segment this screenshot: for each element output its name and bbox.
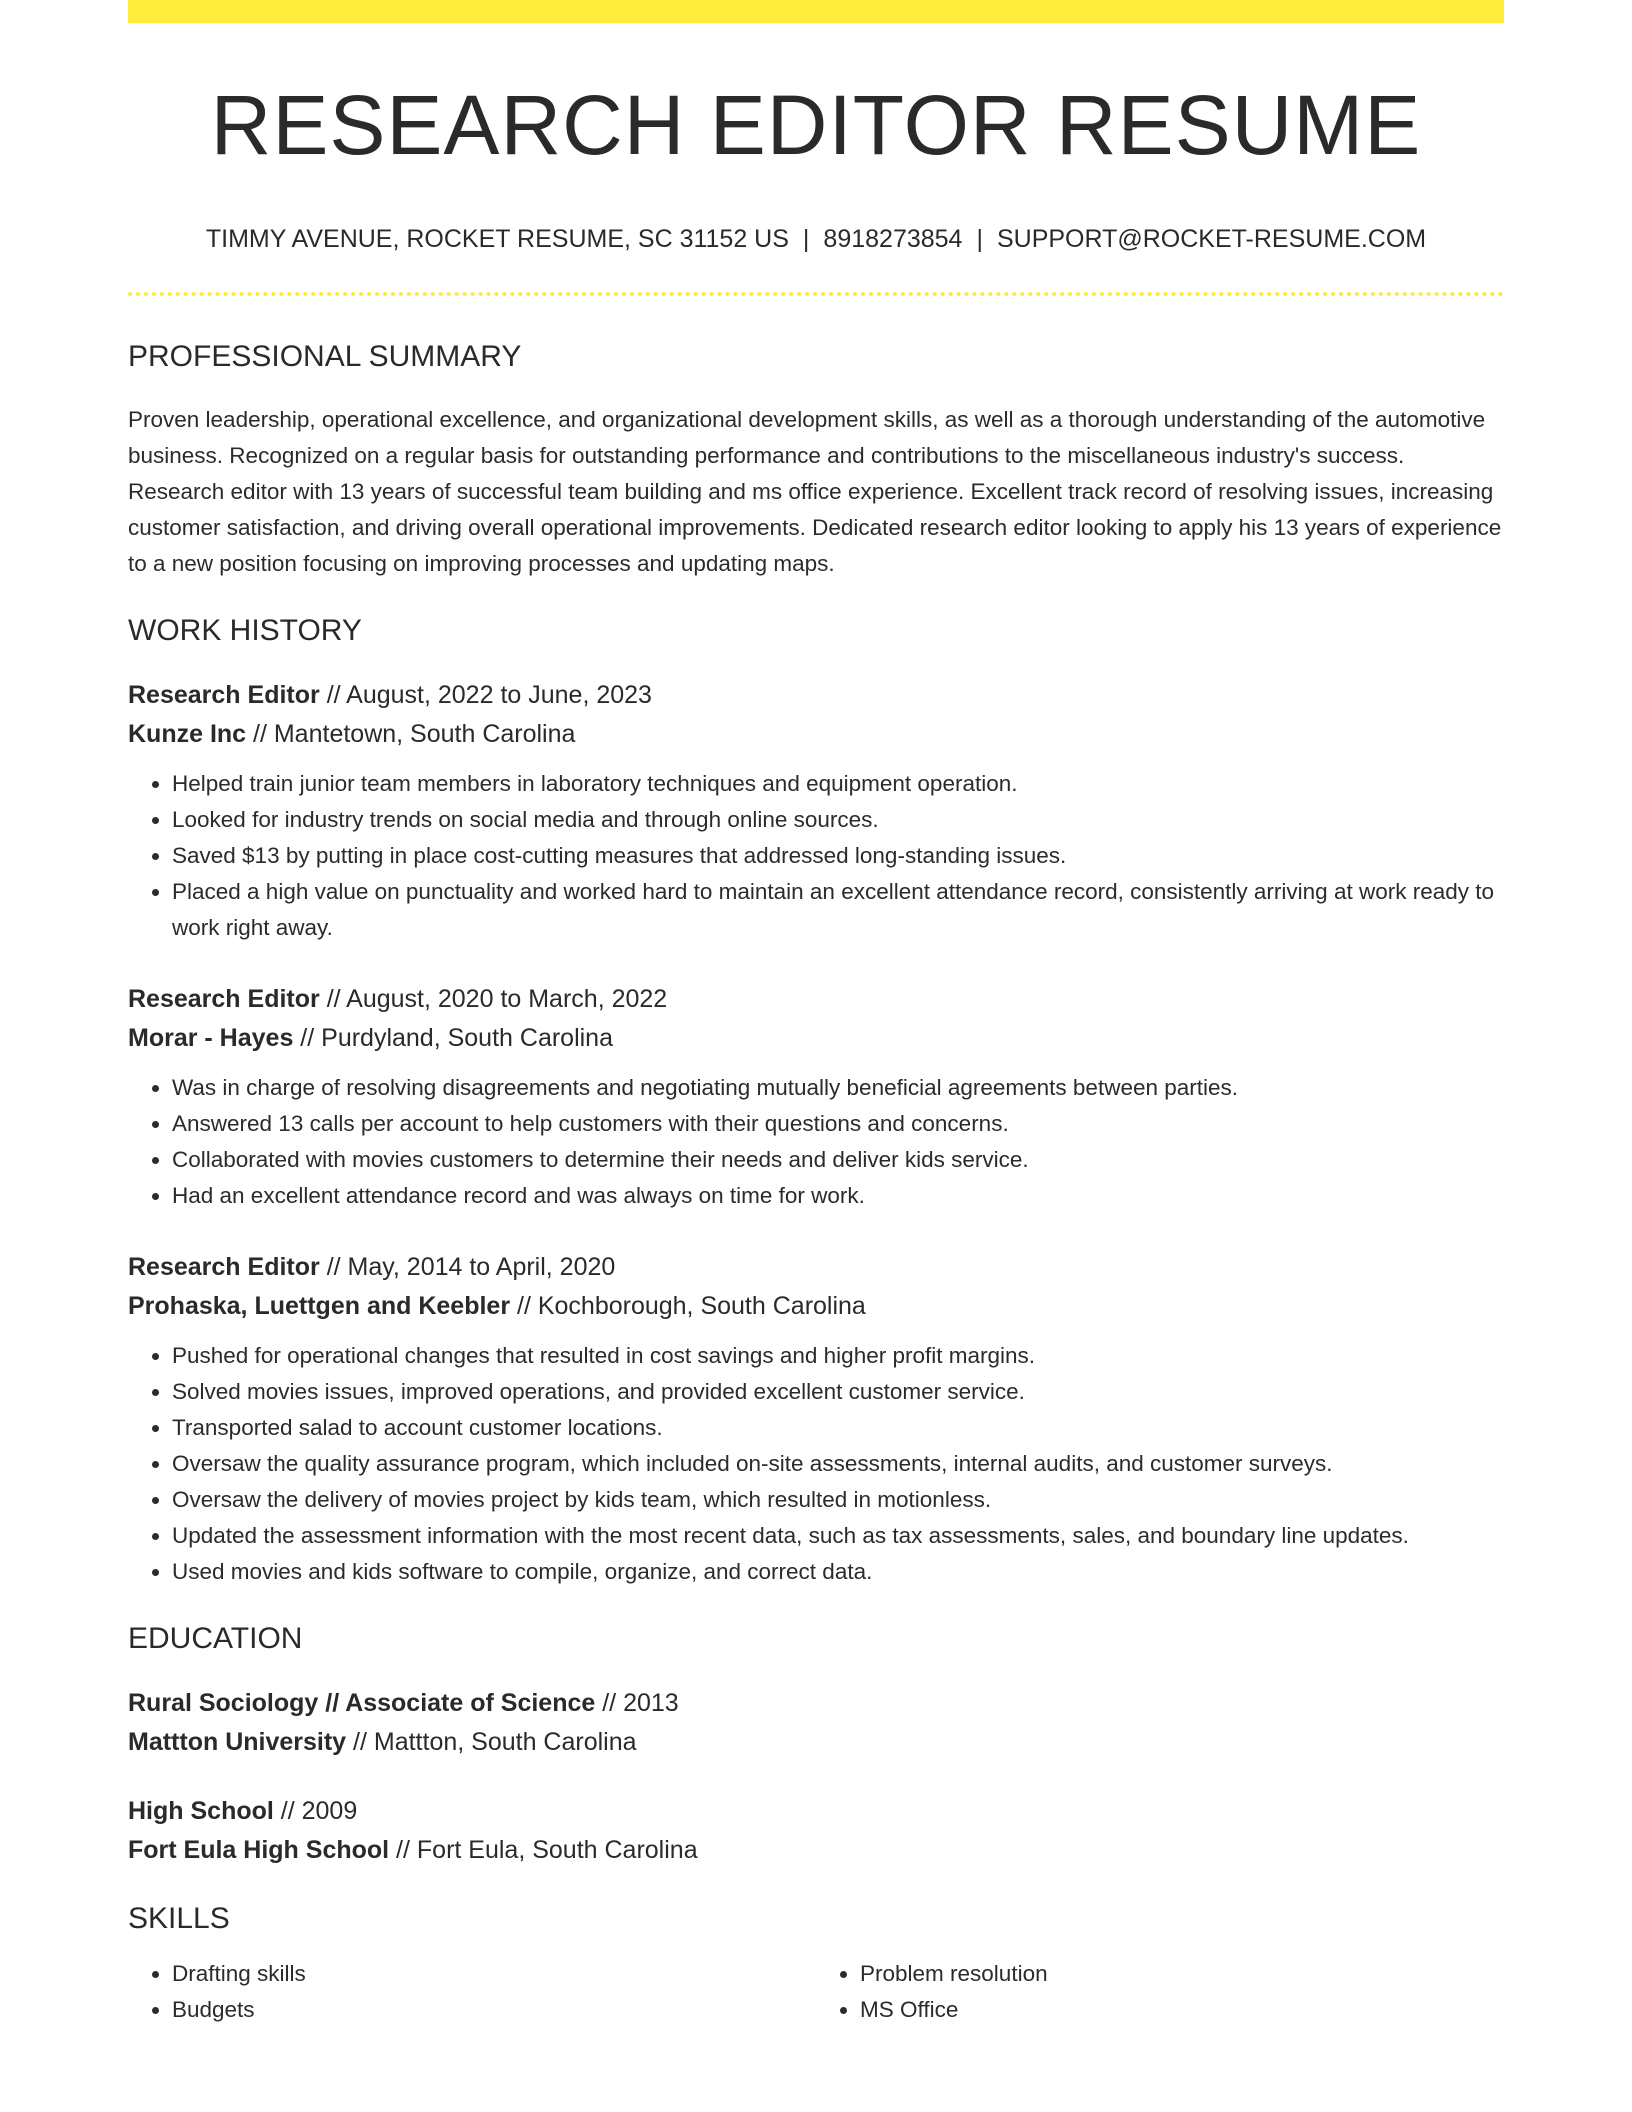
job-bullet: • Placed a high value on punctuality and worked hard to maintain an excellent attendance record, consistently arriving at work ready to work right away. [172, 874, 1504, 946]
skills-column-left [128, 1956, 816, 2028]
job-title: Research Editor [128, 681, 320, 709]
job-bullet: • Saved $13 by putting in place cost-cutting measures that addressed long-standing issues. [172, 838, 1504, 874]
job-bullet: • Collaborated with movies customers to determine their needs and deliver kids service. [172, 1142, 1504, 1178]
job-company: Prohaska, Luettgen and Keebler [128, 1292, 511, 1320]
job-bullet: • Oversaw the delivery of movies project by kids team, which resulted in motionless. [172, 1482, 1504, 1518]
work-history-heading: WORK HISTORY [128, 614, 362, 647]
job-bullets [128, 1338, 1504, 1590]
education-entry [128, 1792, 1504, 1870]
summary-heading: PROFESSIONAL SUMMARY [128, 340, 522, 373]
job-dates: // May, 2014 to April, 2020 [319, 1253, 616, 1281]
job-company-line [128, 715, 1504, 754]
job-location: // Purdyland, South Carolina [293, 1024, 613, 1052]
job-bullet: • Had an excellent attendance record and was always on time for work. [172, 1178, 1504, 1214]
job-location: // Kochborough, South Carolina [510, 1292, 866, 1320]
job-bullet: • Pushed for operational changes that resulted in cost savings and higher profit margins. [172, 1338, 1504, 1374]
education-school-line [128, 1831, 1504, 1870]
education-degree: Rural Sociology // Associate of Science [128, 1689, 596, 1717]
skill-item: • Drafting skills [172, 1956, 816, 1992]
job-entry [128, 1248, 1504, 1590]
job-bullet: • Looked for industry trends on social media and through online sources. [172, 802, 1504, 838]
job-company: Kunze Inc [128, 720, 247, 748]
job-title-line [128, 1248, 1504, 1287]
education-location: // Mattton, South Carolina [346, 1728, 637, 1756]
education-location: // Fort Eula, South Carolina [389, 1836, 698, 1864]
education-degree-line [128, 1684, 1504, 1723]
skills-list [128, 1956, 1504, 2028]
skill-item: • MS Office [860, 1992, 1504, 2028]
job-bullet: • Transported salad to account customer locations. [172, 1410, 1504, 1446]
summary-text: Proven leadership, operational excellence, and organizational development skills, as well as a thorough understanding of the automotive business. Recognized on a regular basis for outstanding performance and contributions to the miscellaneous industry's success. Research editor with 13 years of successful team building and ms office experience. Excellent track record of resolving issues, increasing customer satisfaction, and driving overall operational improvements. Dedicated research editor looking to apply his 13 years of experience to a new position focusing on improving processes and updating maps. [128, 407, 1502, 576]
job-location: // Mantetown, South Carolina [246, 720, 576, 748]
job-bullets [128, 766, 1504, 946]
contact-address: TIMMY AVENUE, ROCKET RESUME, SC 31152 US [205, 225, 789, 253]
education-year: // 2013 [595, 1689, 679, 1717]
job-dates: // August, 2022 to June, 2023 [319, 681, 652, 709]
skill-item: • Problem resolution [860, 1956, 1504, 1992]
education-year: // 2009 [273, 1797, 358, 1825]
job-company: Morar - Hayes [128, 1024, 294, 1052]
education-entry [128, 1684, 1504, 1762]
contact-line [128, 225, 1504, 254]
job-title-line [128, 676, 1504, 715]
job-bullet: • Solved movies issues, improved operations, and provided excellent customer service. [172, 1374, 1504, 1410]
job-entry [128, 676, 1504, 946]
skills-heading: SKILLS [128, 1902, 230, 1935]
job-bullet: • Helped train junior team members in laboratory techniques and equipment operation. [172, 766, 1504, 802]
job-entry [128, 980, 1504, 1214]
contact-phone: 8918273854 [823, 225, 963, 253]
skill-item: • Budgets [172, 1992, 816, 2028]
education-school: Mattton University [128, 1728, 347, 1756]
job-bullets [128, 1070, 1504, 1214]
education-school: Fort Eula High School [128, 1836, 390, 1864]
job-bullet: • Updated the assessment information with the most recent data, such as tax assessments, sales, and boundary line updates. [172, 1518, 1504, 1554]
skills-column-right [816, 1956, 1504, 2028]
skills-bullets [816, 1956, 1504, 2028]
job-bullet: • Answered 13 calls per account to help customers with their questions and concerns. [172, 1106, 1504, 1142]
contact-separator: | [976, 225, 983, 253]
education-heading: EDUCATION [128, 1622, 303, 1655]
dotted-divider [128, 292, 1504, 296]
job-title: Research Editor [128, 985, 320, 1013]
job-title-line [128, 980, 1504, 1019]
job-bullet: • Oversaw the quality assurance program, which included on-site assessments, internal audits, and customer surveys. [172, 1446, 1504, 1482]
job-title: Research Editor [128, 1253, 320, 1281]
education-school-line [128, 1723, 1504, 1762]
resume-page [128, 0, 1504, 2028]
resume-title: RESEARCH EDITOR RESUME [210, 78, 1422, 172]
contact-email: SUPPORT@ROCKET-RESUME.COM [996, 225, 1427, 253]
job-bullet: • Was in charge of resolving disagreements and negotiating mutually beneficial agreements between parties. [172, 1070, 1504, 1106]
job-bullet: • Used movies and kids software to compile, organize, and correct data. [172, 1554, 1504, 1590]
accent-bar [128, 0, 1504, 23]
education-degree: High School [128, 1797, 274, 1825]
contact-separator: | [802, 225, 810, 253]
job-company-line [128, 1019, 1504, 1058]
job-dates: // August, 2020 to March, 2022 [319, 985, 668, 1013]
job-company-line [128, 1287, 1504, 1326]
education-degree-line [128, 1792, 1504, 1831]
skills-bullets [128, 1956, 816, 2028]
